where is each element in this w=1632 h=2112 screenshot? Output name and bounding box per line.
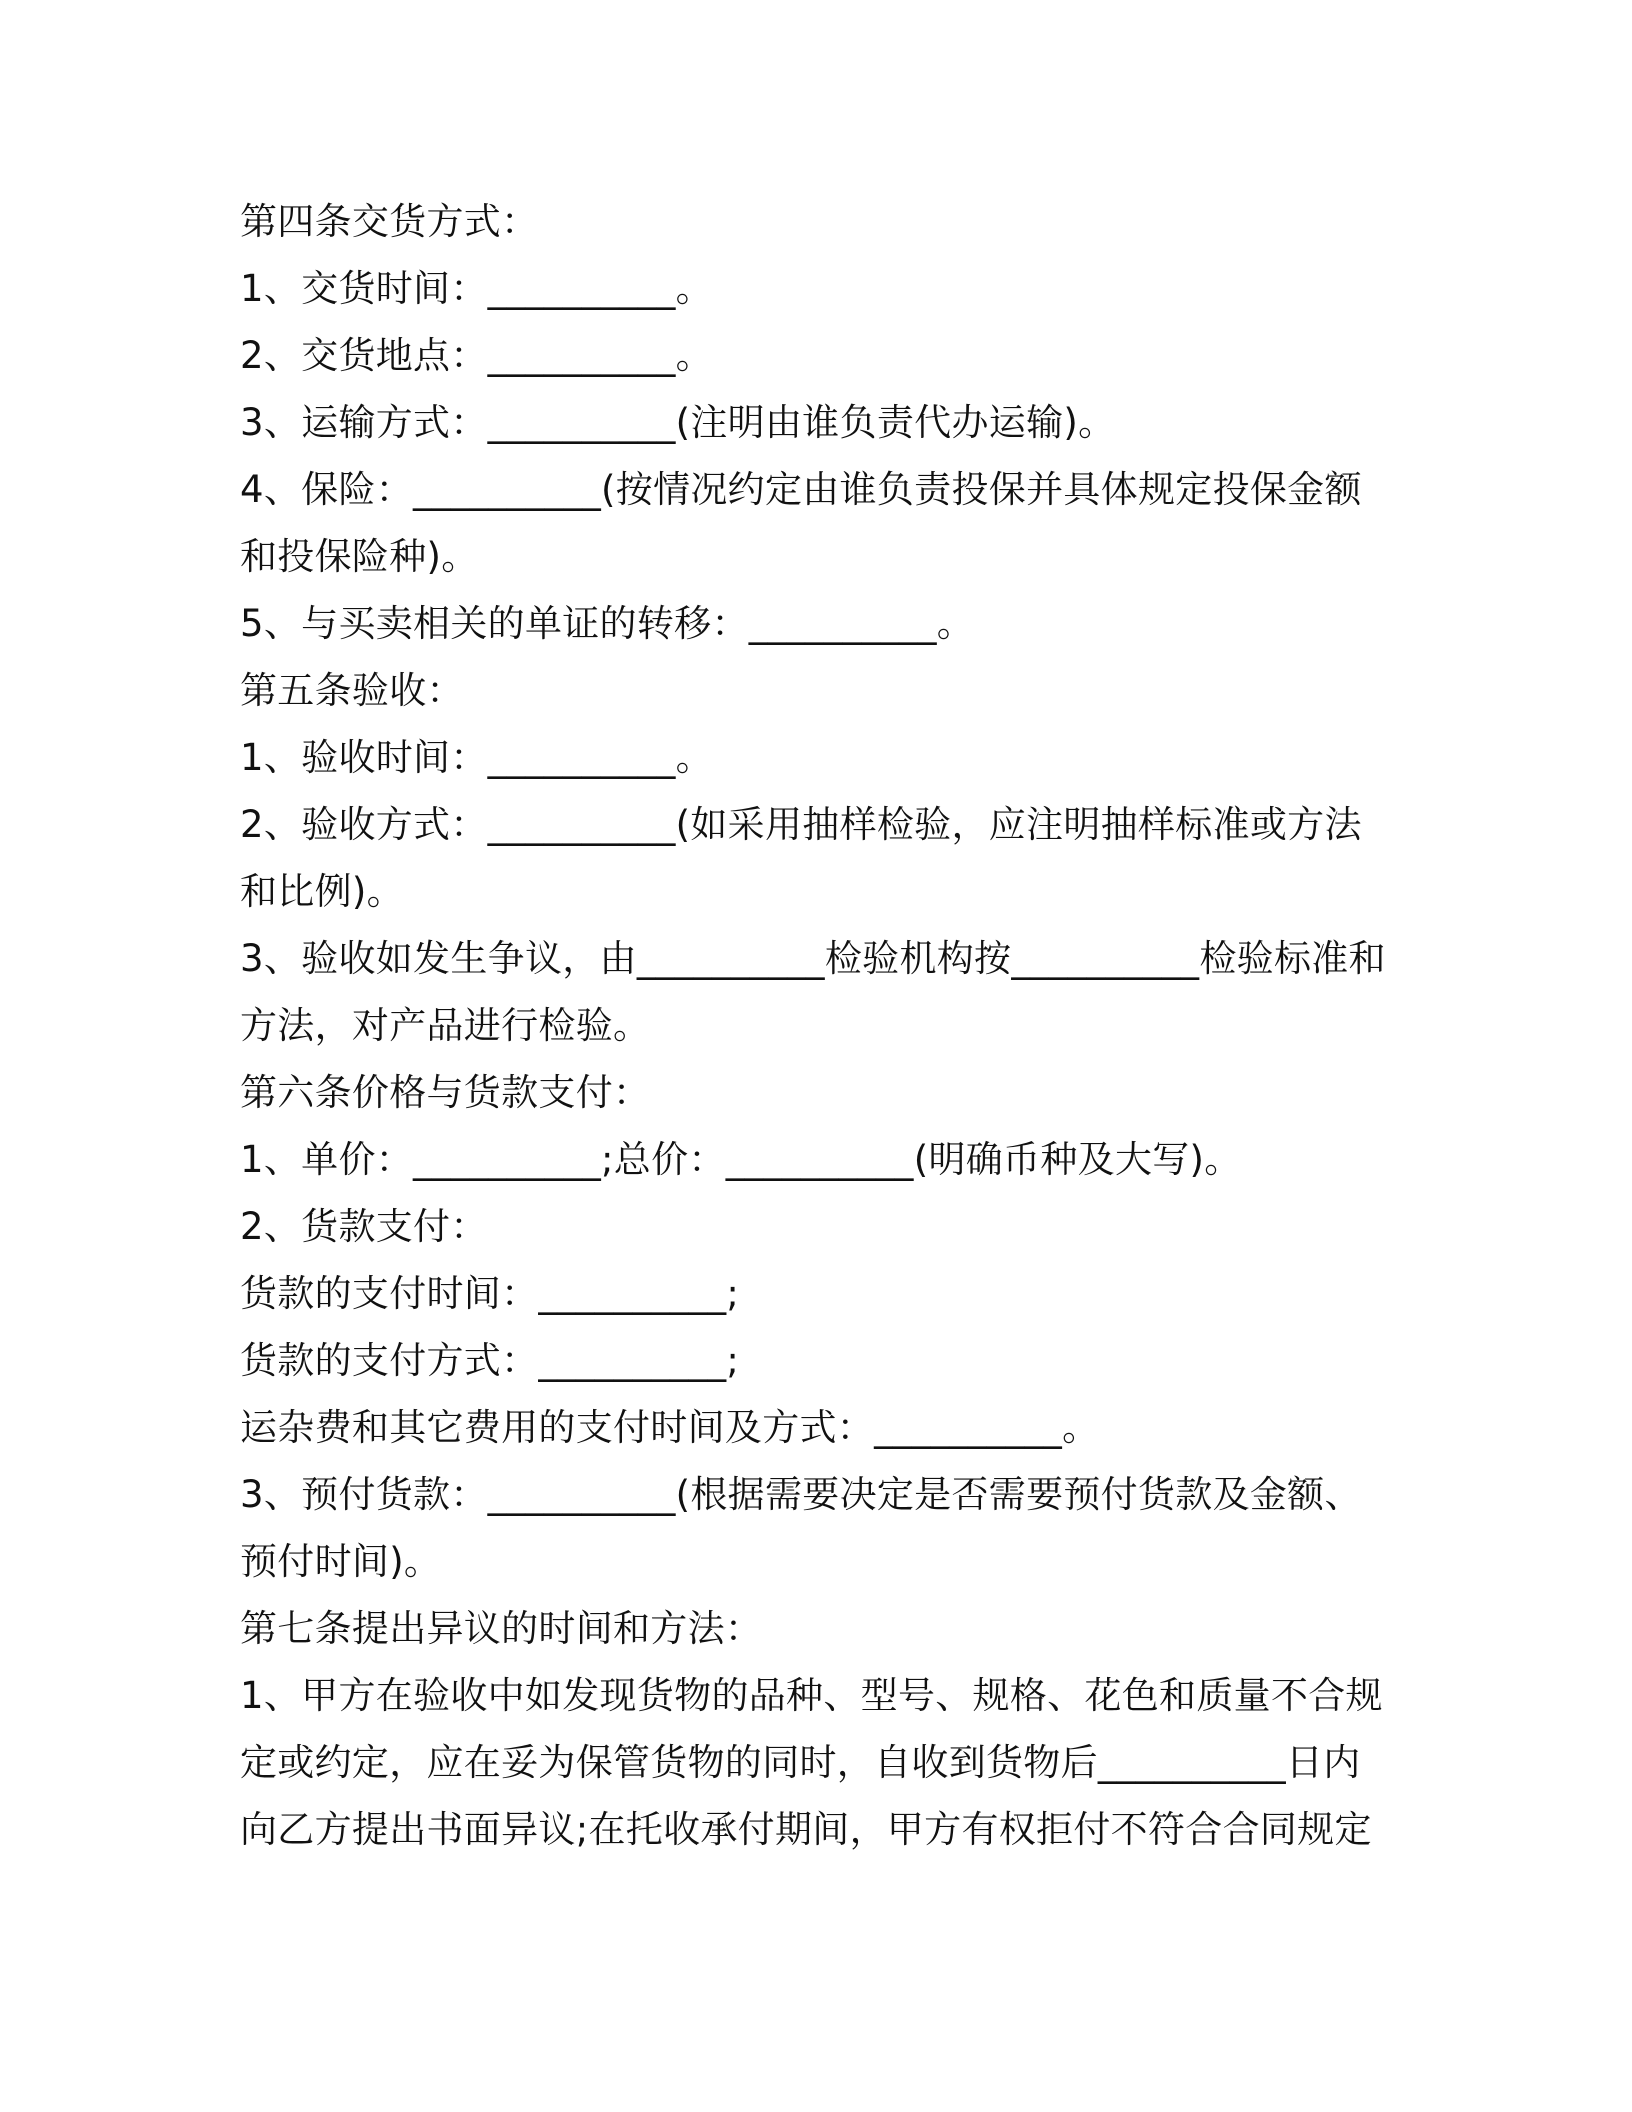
freight-payment-line: 运杂费和其它费用的支付时间及方式：__________。 xyxy=(240,1406,1100,1449)
article-6-heading: 第六条价格与货款支付： xyxy=(240,1071,651,1114)
price-line: 1、单价：__________;总价：__________(明确币种及大写)。 xyxy=(240,1138,1242,1181)
insurance-line-cont: 和投保险种)。 xyxy=(240,535,479,578)
payment-method-line: 货款的支付方式：__________; xyxy=(240,1339,740,1382)
delivery-location-line: 2、交货地点：__________。 xyxy=(240,334,713,377)
article-7-heading: 第七条提出异议的时间和方法： xyxy=(240,1607,763,1650)
inspection-method-line-cont: 和比例)。 xyxy=(240,870,404,913)
inspection-method-line: 2、验收方式：__________(如采用抽样检验，应注明抽样标准或方法 xyxy=(240,803,1362,846)
objection-line-1: 1、甲方在验收中如发现货物的品种、型号、规格、花色和质量不合规 xyxy=(240,1674,1383,1717)
inspection-dispute-line: 3、验收如发生争议，由__________检验机构按__________检验标准和 xyxy=(240,937,1386,980)
objection-line-2: 定或约定，应在妥为保管货物的同时，自收到货物后__________日内 xyxy=(240,1741,1361,1784)
article-5-heading: 第五条验收： xyxy=(240,669,464,712)
payment-heading: 2、货款支付： xyxy=(240,1205,488,1248)
prepayment-line: 3、预付货款：__________(根据需要决定是否需要预付货款及金额、 xyxy=(240,1473,1362,1516)
insurance-line: 4、保险：__________(按情况约定由谁负责投保并具体规定投保金额 xyxy=(240,468,1362,511)
transport-method-line: 3、运输方式：__________(注明由谁负责代办运输)。 xyxy=(240,401,1116,444)
objection-line-3: 向乙方提出书面异议;在托收承付期间，甲方有权拒付不符合合同规定 xyxy=(240,1808,1372,1851)
prepayment-line-cont: 预付时间)。 xyxy=(240,1540,442,1583)
inspection-time-line: 1、验收时间：__________。 xyxy=(240,736,713,779)
documents-transfer-line: 5、与买卖相关的单证的转移：__________。 xyxy=(240,602,975,645)
inspection-dispute-line-cont: 方法，对产品进行检验。 xyxy=(240,1004,651,1047)
payment-time-line: 货款的支付时间：__________; xyxy=(240,1272,740,1315)
document-body xyxy=(240,188,1400,1863)
article-4-heading: 第四条交货方式： xyxy=(240,200,539,243)
delivery-time-line: 1、交货时间：__________。 xyxy=(240,267,713,310)
